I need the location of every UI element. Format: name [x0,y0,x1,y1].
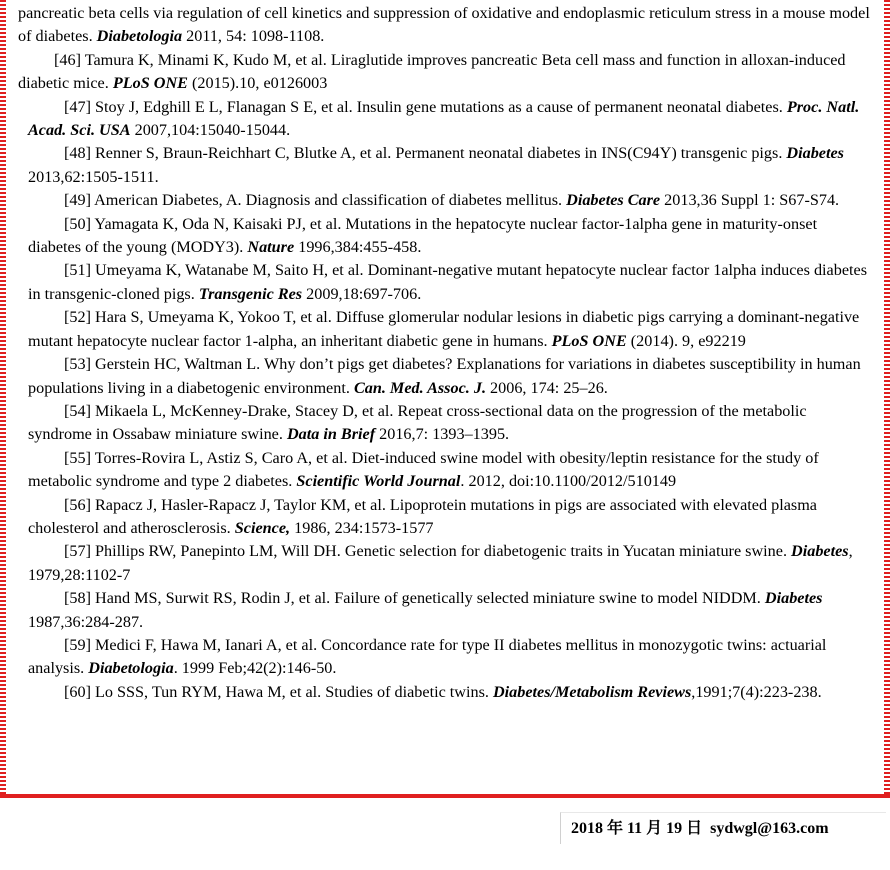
footer-date-email [560,812,886,844]
reference-text: [53] Gerstein HC, Waltman L. Why don’t pigs get diabetes? Explanations for variations in diabetes susceptibility in human populations living in a diabetogenic environment. [28,355,861,397]
journal-name: PLoS ONE [112,74,188,93]
reference-ref-58 [18,587,874,634]
reference-ref-49 [18,189,874,212]
reference-text: pancreatic beta cells via regulation of cell kinetics and suppression of oxidative and endoplasmic reticulum stress in a mouse model of diabetes. [18,4,870,46]
reference-ref-45-cont [18,2,874,49]
journal-name: Diabetes Care [566,191,661,210]
reference-ref-47 [18,96,874,143]
reference-ref-55 [18,447,874,494]
citation-details: . 2012, doi:10.1100/2012/510149 [460,472,677,491]
reference-text: [56] Rapacz J, Hasler-Rapacz J, Taylor KM, et al. Lipoprotein mutations in pigs are associated with elevated plasma cholesterol and atherosclerosis. [28,495,817,537]
reference-text: [59] Medici F, Hawa M, Ianari A, et al. Concordance rate for type II diabetes mellitus in monozygotic twins: actuarial analysis. [28,635,827,678]
reference-ref-51 [18,259,874,306]
journal-name: Data in Brief [286,425,376,444]
reference-text: [50] Yamagata K, Oda N, Kaisaki PJ, et al. Mutations in the hepatocyte nuclear factor-1alpha gene in maturity-onset diabetes of the young (MODY3). [28,214,818,257]
reference-text: [46] Tamura K, Minami K, Kudo M, et al. Liraglutide improves pancreatic Beta cell mass and function in alloxan-induced diabetic mice. [18,50,846,93]
citation-details: 1987,36:284-287. [28,612,144,631]
reference-text: [60] Lo SSS, Tun RYM, Hawa M, et al. Studies of diabetic twins. [64,682,493,701]
citation-details: . 1999 Feb;42(2):146-50. [173,659,337,678]
citation-details: 1996,384:455-458. [294,238,422,257]
journal-name: Diabetes [791,542,849,561]
bottom-border [0,794,890,798]
journal-name: Diabetologia [88,659,174,678]
journal-name: Scientific World Journal [296,472,461,491]
citation-details: 1986, 234:1573-1577 [290,518,434,537]
journal-name: Diabetes/Metabolism Reviews [492,682,692,701]
reference-text: [49] American Diabetes, A. Diagnosis and classification of diabetes mellitus. [64,191,567,210]
citation-details: (2015).10, e0126003 [187,74,328,93]
citation-details: 2013,36 Suppl 1: S67-S74. [660,191,840,210]
reference-ref-52 [18,306,874,353]
citation-details: 2007,104:15040-15044. [130,121,291,140]
citation-details: 2009,18:697-706. [302,284,422,303]
reference-text: [48] Renner S, Braun-Reichhart C, Blutke A, et al. Permanent neonatal diabetes in INS(C94Y) transgenic pigs. [64,144,787,163]
journal-name: Nature [247,238,295,257]
journal-name: Diabetes [764,589,823,608]
journal-name: Science, [234,518,291,537]
citation-details: 2006, 174: 25–26. [486,378,608,397]
citation-details: 2011, 54: 1098-1108. [182,27,325,46]
journal-name: Can. Med. Assoc. J. [353,378,486,397]
reference-ref-50 [18,213,874,260]
journal-name: Transgenic Res [198,284,303,303]
reference-ref-59 [18,634,874,681]
citation-details: 2013,62:1505-1511. [28,167,159,186]
reference-ref-53 [18,353,874,400]
reference-text: [51] Umeyama K, Watanabe M, Saito H, et al. Dominant-negative mutant hepatocyte nuclear factor 1alpha induces diabetes in transgenic-cloned pigs. [28,261,867,303]
reference-ref-56 [18,494,874,541]
citation-details: ,1991;7(4):223-238. [691,682,822,701]
reference-text: [54] Mikaela L, McKenney-Drake, Stacey D, et al. Repeat cross-sectional data on the progression of the metabolic syndrome in Ossabaw miniature swine. [28,401,807,444]
reference-text: [52] Hara S, Umeyama K, Yokoo T, et al. Diffuse glomerular nodular lesions in diabetic pigs carrying a dominant-negative mutant hepatocyte nuclear factor 1-alpha, an inheritant diabetic gene in humans. [28,308,860,350]
journal-name: PLoS ONE [551,331,627,350]
reference-ref-48 [18,142,874,189]
reference-text: [57] Phillips RW, Panepinto LM, Will DH. Genetic selection for diabetogenic traits in Yucatan miniature swine. [64,542,792,561]
left-dashed-border [0,0,6,796]
reference-ref-46 [18,49,874,96]
footer-text: 2018 年 11 月 19 日 sydwgl@163.com [571,820,829,837]
reference-text: [47] Stoy J, Edghill E L, Flanagan S E, et al. Insulin gene mutations as a cause of permanent neonatal diabetes. [64,97,787,116]
reference-text: [58] Hand MS, Surwit RS, Rodin J, et al. Failure of genetically selected miniature swine to model NIDDM. [64,589,765,608]
journal-name: Diabetologia [96,27,183,46]
journal-name: Proc. Natl. Acad. Sci. USA [28,97,860,140]
journal-name: Diabetes [786,144,844,163]
right-dashed-border [884,0,890,796]
reference-text: [55] Torres-Rovira L, Astiz S, Caro A, et al. Diet-induced swine model with obesity/leptin resistance for the study of metabolic syndrome and type 2 diabetes. [28,448,819,491]
reference-list [18,2,874,704]
reference-ref-60 [18,681,874,704]
reference-ref-54 [18,400,874,447]
citation-details: , 1979,28:1102-7 [28,542,853,584]
reference-ref-57 [18,540,874,587]
citation-details: (2014). 9, e92219 [626,331,746,350]
citation-details: 2016,7: 1393–1395. [375,425,510,444]
